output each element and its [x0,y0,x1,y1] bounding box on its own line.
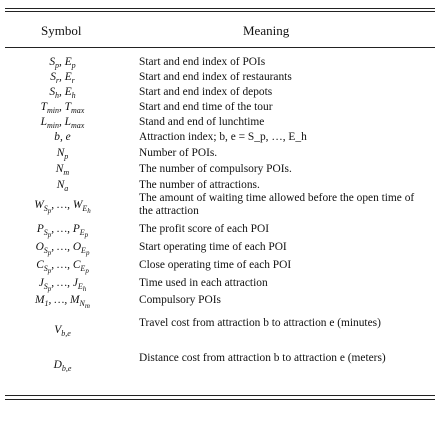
symbol-cell: $N_m$ [55,163,70,177]
top-rule [5,8,435,9]
meaning-cell: Number of POIs. [139,147,218,159]
meaning-cell: Stand and end of lunchtime [139,116,265,128]
bottom-rule-inner [5,399,435,400]
meaning-cell: The number of attractions. [139,179,260,191]
symbol-cell: $T_{min}$, $T_{max}$ [40,101,85,115]
symbol-cell: $C_{S_p}$, …, $C_{E_p}$ [36,259,89,275]
symbol-cell: $S_r$, $E_r$ [50,71,75,85]
header-rule [5,47,435,48]
symbol-cell: $J_{S_p}$, …, $J_{E_h}$ [38,277,87,293]
symbol-cell: $L_{min}$, $L_{max}$ [40,116,85,130]
meaning-cell: Attraction index; b, e = S_p, …, E_h [139,131,307,143]
symbol-cell: $M_1$, …, $M_{N_m}$ [35,294,90,310]
meaning-cell: Distance cost from attraction b to attraction e (meters) [139,352,386,364]
symbol-cell: $P_{S_p}$, …, $P_{E_p}$ [36,223,89,239]
meaning-cell: Close operating time of each POI [139,259,292,271]
meaning-cell: Start and end time of the tour [139,101,273,113]
meaning-cell: Travel cost from attraction b to attraction e (minutes) [139,317,381,329]
meaning-cell: The profit score of each POI [139,223,269,235]
meaning-cell: Compulsory POIs [139,294,221,306]
symbol-cell: $N_a$ [56,179,69,193]
header-meaning: Meaning [243,23,290,38]
meaning-cell: Start and end index of depots [139,86,273,98]
meaning-cell: Time used in each attraction [139,277,268,289]
symbol-cell: $V_{b,e}$ [54,324,71,338]
meaning-cell: Start and end index of POIs [139,56,266,68]
symbol-cell: $D_{b,e}$ [53,359,72,373]
meaning-cell: The number of compulsory POIs. [139,163,292,175]
symbol-cell: $W_{S_p}$, …, $W_{E_h}$ [34,199,91,215]
bottom-rule [5,395,435,396]
meaning-cell: The amount of waiting time allowed before the open time of the attraction [139,192,415,217]
meaning-cell: Start and end index of restaurants [139,71,292,83]
header-symbol: Symbol [41,23,82,38]
symbol-cell: $O_{S_p}$, …, $O_{E_p}$ [35,241,90,257]
top-rule-inner [5,11,435,12]
symbol-cell: b, e [54,131,71,143]
symbol-cell: $S_p$, $E_p$ [49,56,76,70]
symbol-cell: $S_h$, $E_h$ [49,86,76,100]
meaning-cell: Start operating time of each POI [139,241,287,253]
symbol-cell: $N_p$ [56,147,69,161]
